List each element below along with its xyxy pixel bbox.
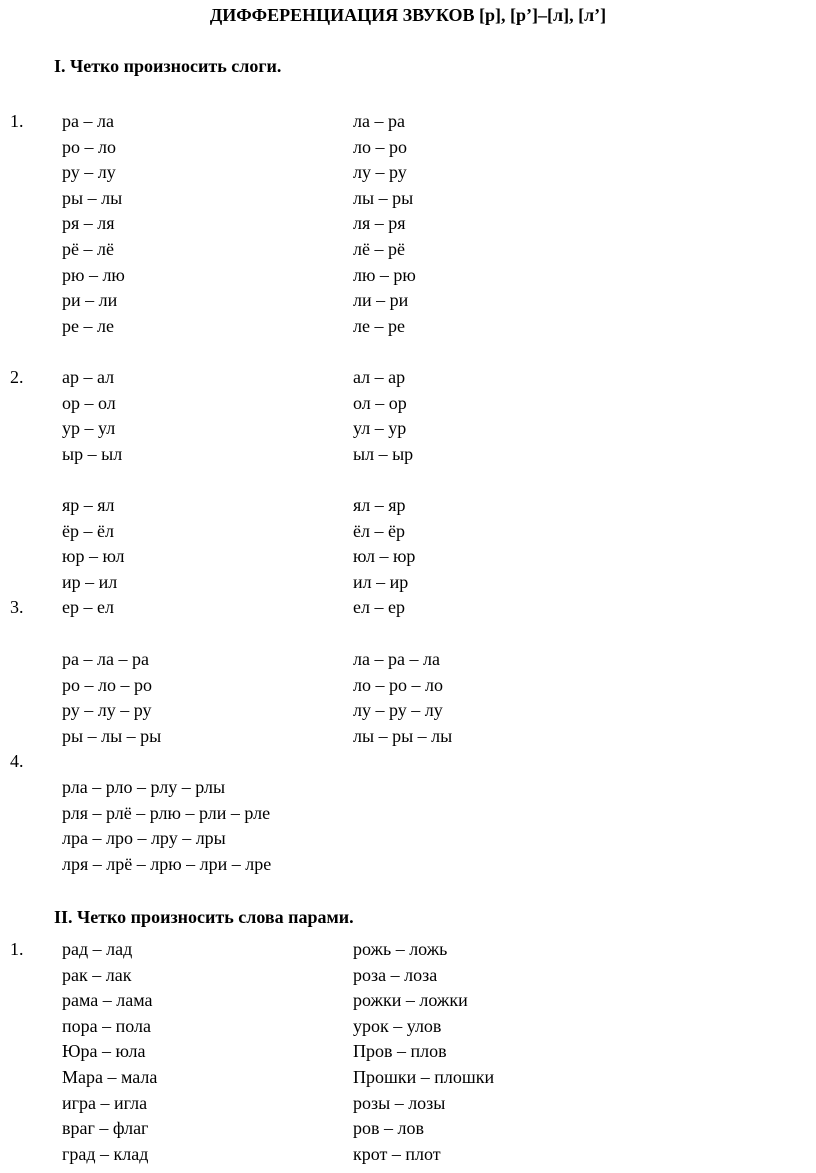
item-number-3: 3. xyxy=(10,597,24,617)
syllable-right: ли – ри xyxy=(353,290,409,311)
syllable-right: ил – ир xyxy=(353,571,409,592)
syllable-combo: рла – рло – рлу – рлы xyxy=(62,777,226,797)
syllable-right: ол – ор xyxy=(353,392,407,413)
syllable-left: яр – ял xyxy=(62,495,115,515)
syllable-right: лу – ру xyxy=(353,162,407,183)
syllable-left: ры – лы – ры xyxy=(62,725,162,746)
syllable-left: ра – ла – ра xyxy=(62,649,149,669)
syllable-right: лы – ры – лы xyxy=(353,725,453,746)
item-number-2: 2. xyxy=(10,367,24,387)
word-pair-left: рад – лад xyxy=(62,939,133,959)
word-pair-left: Юра – юла xyxy=(62,1041,146,1062)
syllable-left: ар – ал xyxy=(62,367,115,387)
syllable-right: лы – ры xyxy=(353,187,414,208)
syllable-combo: лря – лрё – лрю – лри – лре xyxy=(62,853,272,874)
syllable-right: ла – ра – ла xyxy=(353,649,440,669)
syllable-left: ёр – ёл xyxy=(62,520,114,541)
syllable-right: юл – юр xyxy=(353,546,416,567)
syllable-combo: рля – рлё – рлю – рли – рле xyxy=(62,802,271,823)
word-pair-left: пора – пола xyxy=(62,1015,151,1036)
word-pair-left: враг – флаг xyxy=(62,1118,149,1139)
page-title: ДИФФЕРЕНЦИАЦИЯ ЗВУКОВ [р], [р’]–[л], [л’] xyxy=(209,5,607,25)
syllable-left: ыр – ыл xyxy=(62,443,123,464)
word-pair-right: Пров – плов xyxy=(353,1041,447,1062)
syllable-left: рю – лю xyxy=(62,264,125,285)
word-pair-right: розы – лозы xyxy=(353,1092,446,1113)
syllable-left: рё – лё xyxy=(62,239,114,259)
word-pair-left: рама – лама xyxy=(62,990,153,1011)
item-number-1: 1. xyxy=(10,111,24,131)
section-1-heading: I. Четко произносить слоги. xyxy=(54,56,282,76)
word-pair-left: Мара – мала xyxy=(62,1067,158,1087)
word-pair-right: Прошки – плошки xyxy=(353,1067,495,1087)
syllable-left: ру – лу xyxy=(62,162,116,183)
syllable-right: ля – ря xyxy=(353,213,406,234)
syllable-left: ур – ул xyxy=(62,418,116,439)
syllable-left: ир – ил xyxy=(62,571,118,592)
word-pair-right: крот – плот xyxy=(353,1143,441,1164)
syllable-left: ра – ла xyxy=(62,111,114,131)
word-pair-right: ров – лов xyxy=(353,1118,424,1139)
word-pair-right: роза – лоза xyxy=(353,964,438,985)
syllable-right: лу – ру – лу xyxy=(353,700,443,721)
word-pair-right: рожки – ложки xyxy=(353,990,468,1011)
section-2-heading: II. Четко произносить слова парами. xyxy=(54,907,354,927)
syllable-right: ыл – ыр xyxy=(353,443,414,464)
word-pair-right: рожь – ложь xyxy=(353,939,448,959)
syllable-right: ёл – ёр xyxy=(353,520,405,541)
syllable-left: ри – ли xyxy=(62,290,118,311)
syllable-combo: лра – лро – лру – лры xyxy=(62,828,226,849)
item-number-1: 1. xyxy=(10,939,24,959)
word-pair-right: урок – улов xyxy=(353,1015,442,1036)
syllable-left: ря – ля xyxy=(62,213,115,234)
syllable-right: ал – ар xyxy=(353,367,406,387)
word-pair-left: рак – лак xyxy=(62,964,132,985)
syllable-right: ла – ра xyxy=(353,111,405,131)
syllable-right: лю – рю xyxy=(353,264,416,285)
syllable-right: ел – ер xyxy=(353,597,405,618)
syllable-left: ре – ле xyxy=(62,315,114,336)
syllable-right: ло – ро – ло xyxy=(353,674,443,695)
syllable-right: ло – ро xyxy=(353,136,407,157)
syllable-right: ял – яр xyxy=(353,495,406,515)
syllable-right: ул – ур xyxy=(353,418,407,439)
syllable-left: ро – ло – ро xyxy=(62,674,152,695)
syllable-left: ру – лу – ру xyxy=(62,700,152,721)
syllable-left: ры – лы xyxy=(62,187,123,208)
syllable-right: ле – ре xyxy=(353,315,405,336)
syllable-left: юр – юл xyxy=(62,546,125,567)
word-pair-left: игра – игла xyxy=(62,1092,148,1113)
word-pair-left: град – клад xyxy=(62,1143,149,1164)
syllable-left: ер – ел xyxy=(62,597,114,618)
item-number-4: 4. xyxy=(10,751,24,771)
syllable-right: лё – рё xyxy=(353,239,405,259)
syllable-left: ро – ло xyxy=(62,136,116,157)
syllable-left: ор – ол xyxy=(62,392,116,413)
